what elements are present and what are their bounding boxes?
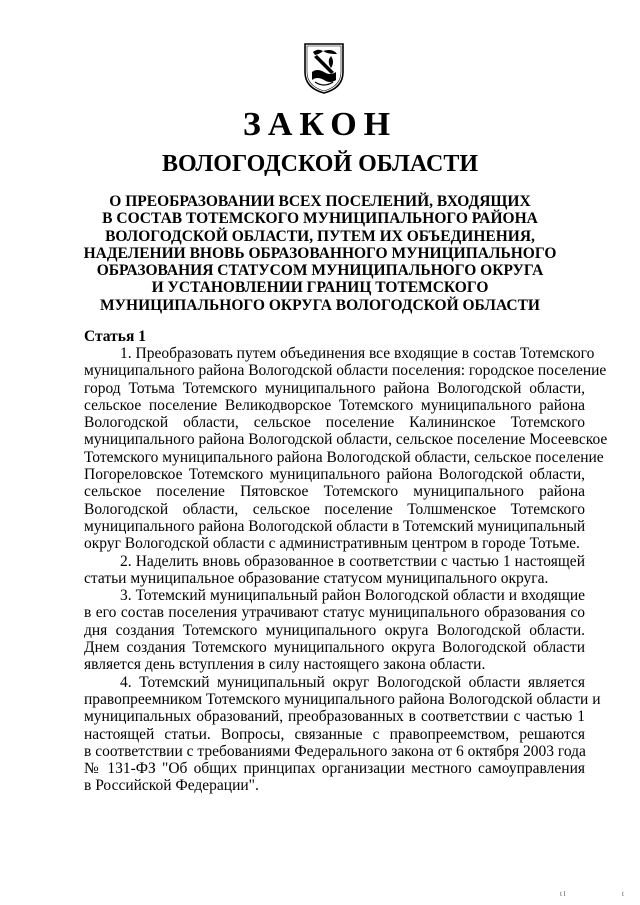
subject-line: И УСТАНОВЛЕНИИ ГРАНИЦ ТОТЕМСКОГО	[151, 279, 489, 297]
text-line: Днем создания Тотемского муниципального округа Вологодской области	[84, 639, 585, 657]
text-line: муниципального района Вологодской области поселения: городское поселение	[84, 362, 607, 380]
subject-line: МУНИЦИПАЛЬНОГО ОКРУГА ВОЛОГОДСКОЙ ОБЛАСТИ	[100, 296, 540, 314]
article-heading: Статья 1	[84, 328, 146, 345]
text-line: Вологодской области, сельское поселение Калининское Тотемского	[84, 414, 585, 432]
subject-line: ОБРАЗОВАНИЯ СТАТУСОМ МУНИЦИПАЛЬНОГО ОКРУГА	[96, 262, 544, 280]
text-line: настоящей статьи. Вопросы, связанные с правопреемством, решаются	[84, 725, 585, 743]
law-title: ЗАКОН	[242, 106, 398, 143]
text-line: муниципальных образований, преобразованных в соответствии с частью 1	[84, 708, 585, 726]
subject-line: НАДЕЛЕНИИ ВНОВЬ ОБРАЗОВАННОГО МУНИЦИПАЛЬНОГО	[83, 244, 557, 262]
subject-line: ВОЛОГОДСКОЙ ОБЛАСТИ, ПУТЕМ ИХ ОБЪЕДИНЕНИЯ,	[105, 227, 535, 245]
text-line: в его состав поселения утрачивают статус муниципального образования со	[84, 604, 585, 622]
page-mark-left: t l	[560, 890, 566, 898]
text-line: 3. Тотемский муниципальный район Вологодской области и входящие	[120, 587, 585, 605]
text-line: 4. Тотемский муниципальный округ Вологодской области является	[120, 673, 585, 691]
subject-line: О ПРЕОБРАЗОВАНИИ ВСЕХ ПОСЕЛЕНИЙ, ВХОДЯЩИХ	[109, 193, 531, 210]
text-line: Тотемского муниципального района Вологодской области, сельское поселение	[84, 448, 604, 466]
text-line: город Тотьма Тотемского муниципального района Вологодской области,	[84, 379, 585, 397]
text-line: правопреемником Тотемского муниципального района Вологодской области и	[84, 690, 601, 708]
text-line: сельское поселение Пятовское Тотемского муниципального района	[84, 483, 585, 501]
law-subject	[80, 193, 560, 314]
text-line: муниципального района Вологодской области, сельское поселение Мосеевское	[84, 431, 608, 449]
vologda-coat-of-arms-icon	[303, 42, 345, 94]
text-line: округ Вологодской области с административным центром в городе Тотьме.	[84, 535, 580, 553]
text-line: Вологодской области, сельское поселение Толшменское Тотемского	[84, 500, 585, 518]
subject-line: В СОСТАВ ТОТЕМСКОГО МУНИЦИПАЛЬНОГО РАЙОНА	[102, 210, 538, 228]
article-body	[84, 345, 608, 795]
page-mark-right: t	[622, 890, 624, 898]
text-line: статьи муниципальное образование статусом муниципального округа.	[84, 569, 549, 587]
text-line: 1. Преобразовать путем объединения все входящие в состав Тотемского	[120, 345, 595, 362]
text-line: сельское поселение Великодворское Тотемского муниципального района	[84, 396, 585, 414]
text-line: муниципального района Вологодской области в Тотемский муниципальный	[84, 517, 586, 535]
text-line: 2. Наделить вновь образованное в соответствии с частью 1 настоящей	[120, 552, 585, 570]
text-line: дня создания Тотемского муниципального округа Вологодской области.	[84, 621, 585, 639]
text-line: в соответствии с требованиями Федерального закона от 6 октября 2003 года	[84, 742, 586, 760]
text-line: Погореловское Тотемского муниципального района Вологодской области,	[84, 466, 585, 484]
region-title: ВОЛОГОДСКОЙ ОБЛАСТИ	[161, 151, 479, 177]
text-line: является день вступления в силу настоящего закона области.	[84, 656, 486, 674]
text-line: в Российской Федерации".	[84, 777, 259, 795]
text-line: № 131-ФЗ "Об общих принципах организации местного самоуправления	[84, 760, 585, 778]
